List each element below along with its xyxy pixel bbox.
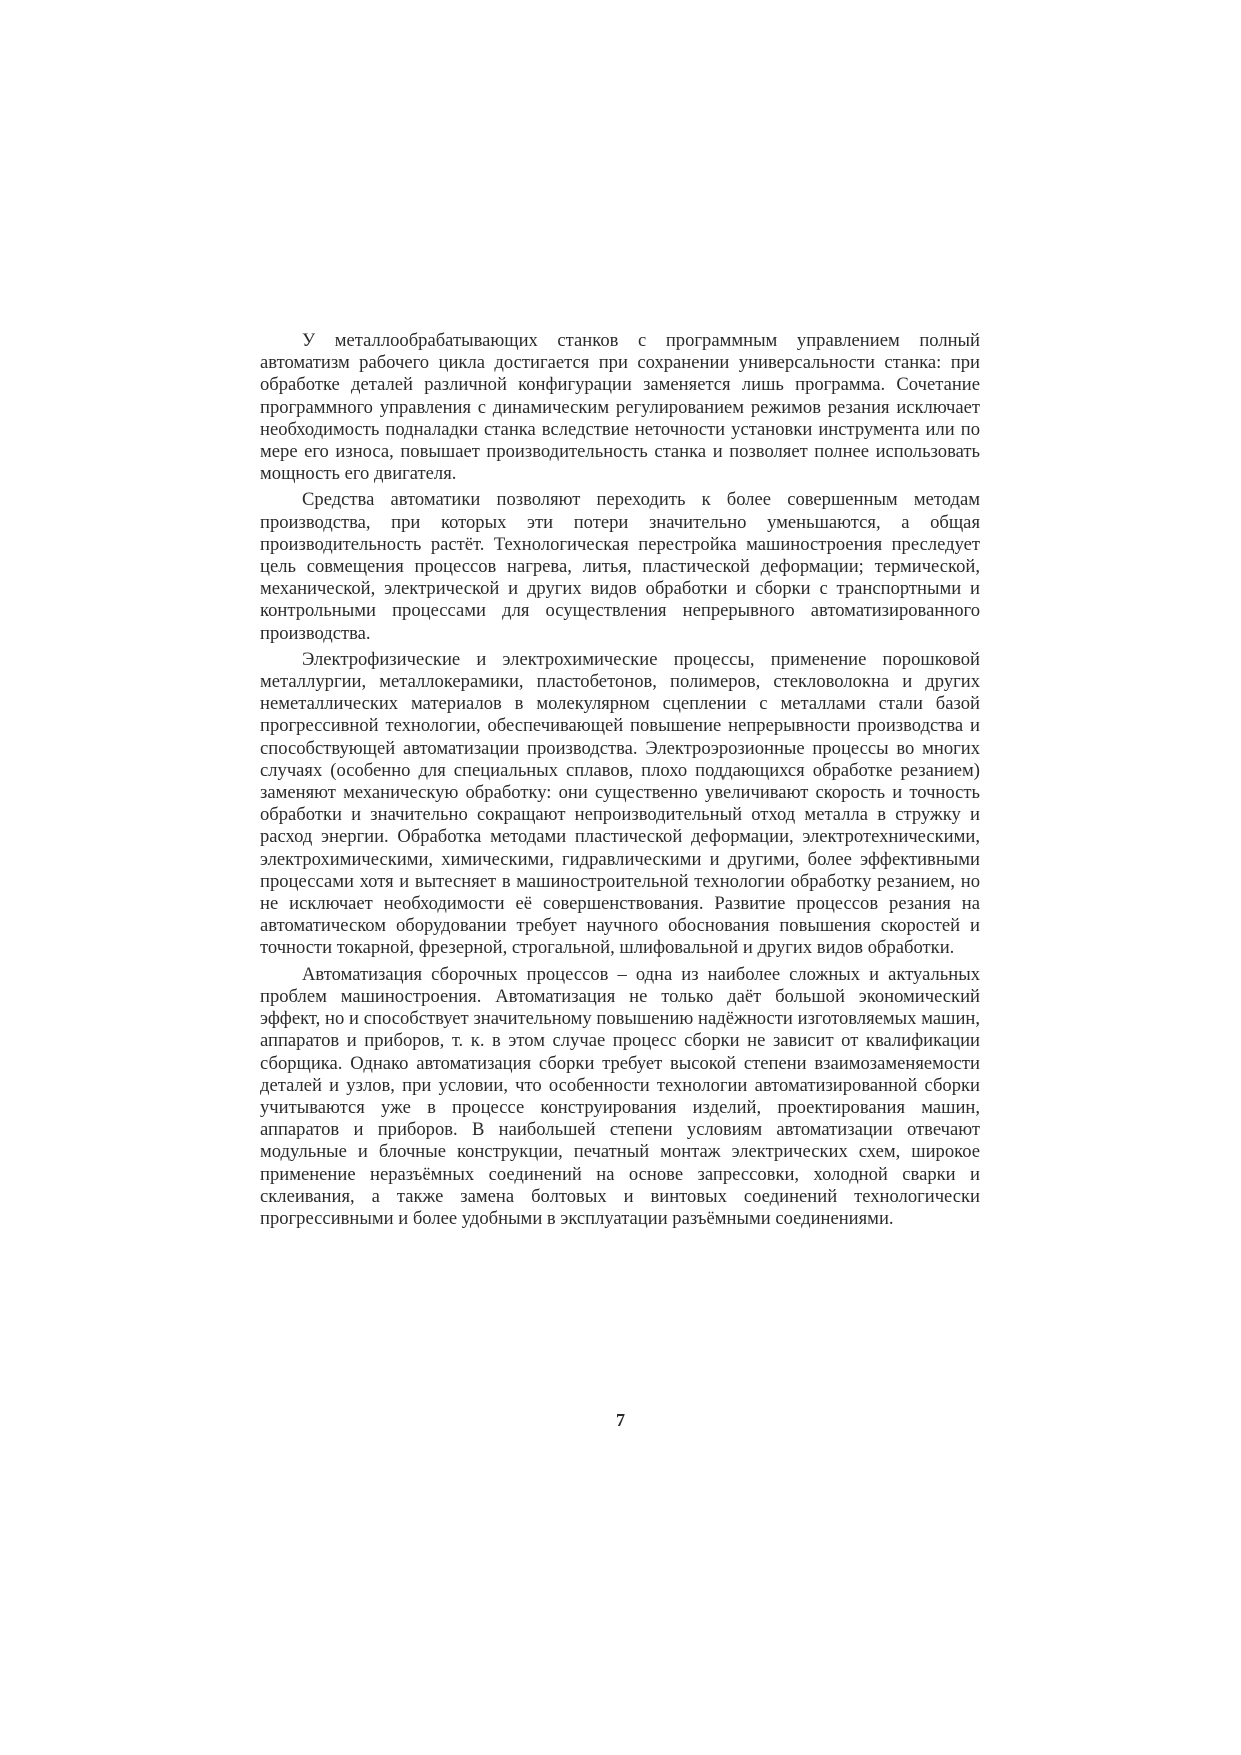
paragraph-electrophysical-processes: Электрофизические и электрохимические процессы, применение порошковой металлургии, металлокерамики, пластобетонов, полимеров, стекловолокна и других неметаллических материалов в молекулярном сцеплении с металлами стали базой прогрессивной технологии, обеспечивающей повышение непрерывности производства и способствующей автоматизации производства. Электроэрозионные процессы во многих случаях (особенно для специальных сплавов, плохо поддающихся обработке резанием) заменяют механическую обработку: они существенно увеличивают скорость и точность обработки и значительно сокращают непроизводительный отход металла в стружку и расход энергии. Обработка методами пластической деформации, электротехническими, электрохимическими, химическими, гидравлическими и другими, более эффективными процессами хотя и вытесняет в машиностроительной технологии обработку резанием, но не исключает необходимости её совершенствования. Развитие процессов резания на автоматическом оборудовании требует научного обоснования повышения скоростей и точности токарной, фрезерной, строгальной, шлифовальной и других видов обработки. [260, 648, 980, 959]
paragraph-assembly-automation: Автоматизация сборочных процессов – одна из наиболее сложных и актуальных проблем машиностроения. Автоматизация не только даёт большой экономический эффект, но и способствует значительному повышению надёжности изготовляемых машин, аппаратов и приборов, т. к. в этом случае процесс сборки не зависит от квалификации сборщика. Однако автоматизация сборки требует высокой степени взаимозаменяемости деталей и узлов, при условии, что особенности технологии автоматизированной сборки учитываются уже в процессе конструирования изделий, проектирования машин, аппаратов и приборов. В наибольшей степени условиям автоматизации отвечают модульные и блочные конструкции, печатный монтаж электрических схем, широкое применение неразъёмных соединений на основе запрессовки, холодной сварки и склеивания, а также замена болтовых и винтовых соединений технологически прогрессивными и более удобными в эксплуатации разъёмными соединениями. [260, 963, 980, 1229]
paragraph-automation-means: Средства автоматики позволяют переходить к более совершенным методам производства, при которых эти потери значительно уменьшаются, а общая производительность растёт. Технологическая перестройка машиностроения преследует цель совмещения процессов нагрева, литья, пластической деформации; термической, механической, электрической и других видов обработки и сборки с транспортными и контрольными процессами для осуществления непрерывного автоматизированного производства. [260, 489, 980, 644]
page-number: 7 [616, 1410, 625, 1430]
body-text [260, 330, 980, 1234]
paragraph-programmed-machines: У металлообрабатывающих станков с программным управлением полный автоматизм рабочего цикла достигается при сохранении универсальности станка: при обработке деталей различной конфигурации заменяется лишь программа. Сочетание программного управления с динамическим регулированием режимов резания исключает необходимость подналадки станка вследствие неточности установки инструмента или по мере его износа, повышает производительность станка и позволяет полнее использовать мощность его двигателя. [260, 330, 980, 485]
